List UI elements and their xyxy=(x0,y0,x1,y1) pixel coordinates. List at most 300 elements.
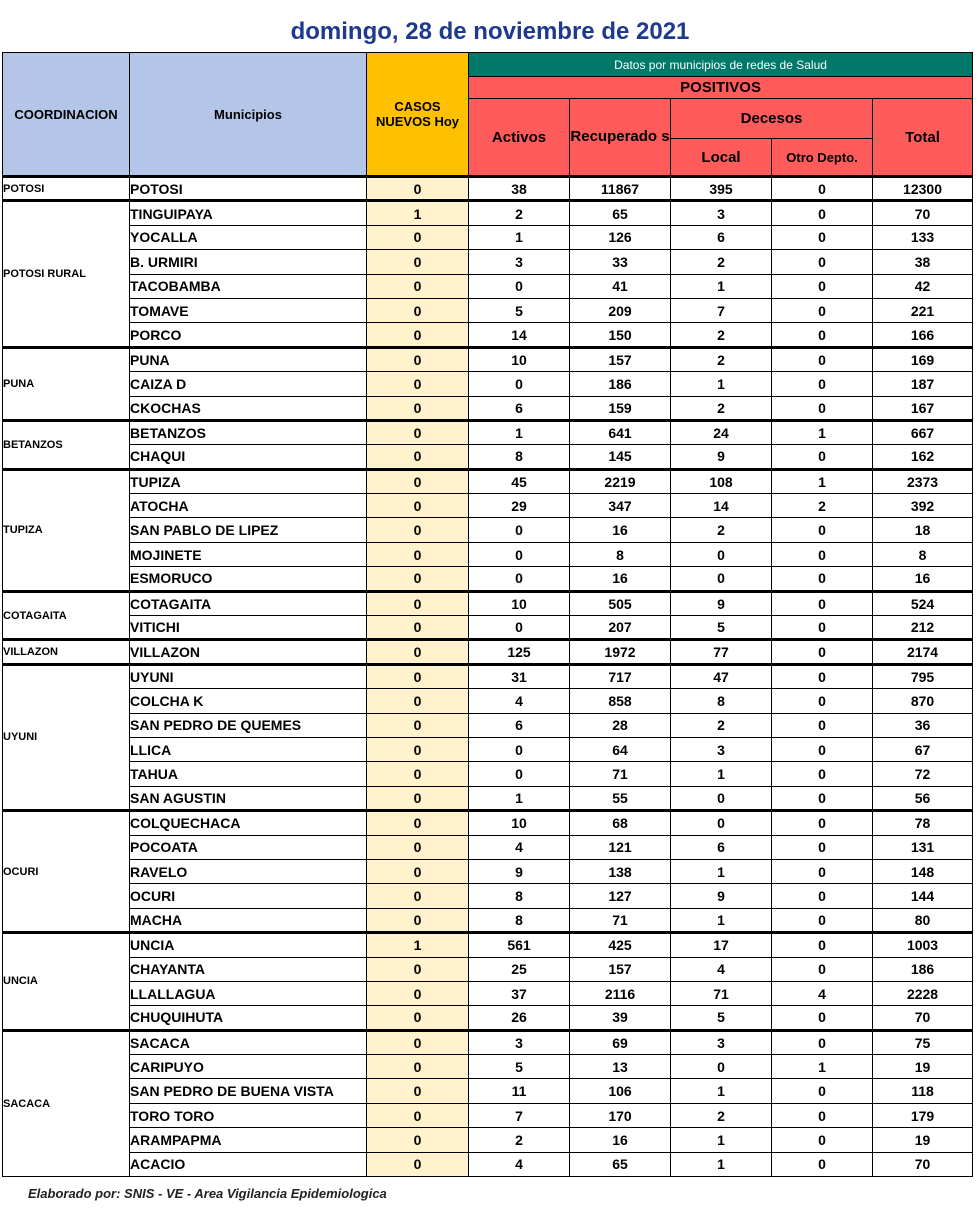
municipio-cell: TACOBAMBA xyxy=(130,274,367,298)
header-coordinacion: COORDINACION xyxy=(3,53,130,177)
municipio-cell: SAN PEDRO DE QUEMES xyxy=(130,713,367,737)
otro-cell: 0 xyxy=(772,177,873,201)
total-cell: 131 xyxy=(873,835,973,859)
recuperados-cell: 2116 xyxy=(570,981,671,1005)
local-cell: 7 xyxy=(671,298,772,322)
local-cell: 47 xyxy=(671,664,772,688)
total-cell: 212 xyxy=(873,616,973,640)
table-row xyxy=(3,933,973,957)
casos-cell: 0 xyxy=(367,884,469,908)
casos-cell: 0 xyxy=(367,274,469,298)
local-cell: 1 xyxy=(671,274,772,298)
activos-cell: 1 xyxy=(469,225,570,249)
casos-cell: 0 xyxy=(367,908,469,932)
table-row xyxy=(3,1055,973,1079)
recuperados-cell: 13 xyxy=(570,1055,671,1079)
municipio-cell: CAIZA D xyxy=(130,372,367,396)
table-row xyxy=(3,420,973,444)
table-row xyxy=(3,664,973,688)
otro-cell: 0 xyxy=(772,1079,873,1103)
otro-cell: 0 xyxy=(772,1006,873,1030)
table-row xyxy=(3,1030,973,1054)
municipio-cell: B. URMIRI xyxy=(130,250,367,274)
activos-cell: 4 xyxy=(469,1152,570,1176)
local-cell: 108 xyxy=(671,469,772,493)
local-cell: 2 xyxy=(671,347,772,371)
recuperados-cell: 425 xyxy=(570,933,671,957)
activos-cell: 10 xyxy=(469,811,570,835)
recuperados-cell: 28 xyxy=(570,713,671,737)
municipio-cell: UYUNI xyxy=(130,664,367,688)
otro-cell: 0 xyxy=(772,372,873,396)
casos-cell: 1 xyxy=(367,933,469,957)
casos-cell: 0 xyxy=(367,1006,469,1030)
local-cell: 6 xyxy=(671,835,772,859)
otro-cell: 0 xyxy=(772,1152,873,1176)
otro-cell: 0 xyxy=(772,567,873,591)
municipio-cell: LLICA xyxy=(130,737,367,761)
municipio-cell: COTAGAITA xyxy=(130,591,367,615)
municipio-cell: ARAMPAPMA xyxy=(130,1128,367,1152)
coordinacion-cell: PUNA xyxy=(3,347,130,420)
activos-cell: 2 xyxy=(469,201,570,225)
total-cell: 1003 xyxy=(873,933,973,957)
local-cell: 3 xyxy=(671,201,772,225)
activos-cell: 3 xyxy=(469,1030,570,1054)
recuperados-cell: 8 xyxy=(570,542,671,566)
casos-cell: 0 xyxy=(367,664,469,688)
casos-cell: 0 xyxy=(367,225,469,249)
casos-cell: 0 xyxy=(367,445,469,469)
total-cell: 2228 xyxy=(873,981,973,1005)
local-cell: 24 xyxy=(671,420,772,444)
activos-cell: 5 xyxy=(469,298,570,322)
local-cell: 8 xyxy=(671,689,772,713)
activos-cell: 7 xyxy=(469,1103,570,1127)
table-row xyxy=(3,1152,973,1176)
local-cell: 2 xyxy=(671,713,772,737)
casos-cell: 0 xyxy=(367,396,469,420)
recuperados-cell: 207 xyxy=(570,616,671,640)
municipio-cell: TOMAVE xyxy=(130,298,367,322)
recuperados-cell: 16 xyxy=(570,518,671,542)
total-cell: 162 xyxy=(873,445,973,469)
coordinacion-cell: UYUNI xyxy=(3,664,130,810)
local-cell: 9 xyxy=(671,884,772,908)
local-cell: 9 xyxy=(671,445,772,469)
otro-cell: 0 xyxy=(772,1128,873,1152)
header-decesos: Decesos xyxy=(671,99,873,139)
activos-cell: 9 xyxy=(469,859,570,883)
otro-cell: 1 xyxy=(772,420,873,444)
activos-cell: 0 xyxy=(469,518,570,542)
municipio-cell: ESMORUCO xyxy=(130,567,367,591)
coordinacion-cell: TUPIZA xyxy=(3,469,130,591)
municipio-cell: COLQUECHACA xyxy=(130,811,367,835)
total-cell: 795 xyxy=(873,664,973,688)
activos-cell: 2 xyxy=(469,1128,570,1152)
casos-cell: 0 xyxy=(367,494,469,518)
municipio-cell: COLCHA K xyxy=(130,689,367,713)
casos-cell: 0 xyxy=(367,640,469,664)
otro-cell: 0 xyxy=(772,250,873,274)
recuperados-cell: 641 xyxy=(570,420,671,444)
casos-cell: 0 xyxy=(367,786,469,810)
otro-cell: 0 xyxy=(772,811,873,835)
total-cell: 179 xyxy=(873,1103,973,1127)
table-row xyxy=(3,567,973,591)
total-cell: 118 xyxy=(873,1079,973,1103)
total-cell: 2174 xyxy=(873,640,973,664)
municipio-cell: TINGUIPAYA xyxy=(130,201,367,225)
total-cell: 70 xyxy=(873,201,973,225)
casos-cell: 0 xyxy=(367,250,469,274)
total-cell: 187 xyxy=(873,372,973,396)
casos-cell: 0 xyxy=(367,1103,469,1127)
casos-cell: 0 xyxy=(367,420,469,444)
header-activos: Activos xyxy=(469,99,570,177)
casos-cell: 0 xyxy=(367,762,469,786)
header-recuperados: Recuperado s xyxy=(570,99,671,177)
local-cell: 2 xyxy=(671,518,772,542)
otro-cell: 0 xyxy=(772,323,873,347)
table-row xyxy=(3,518,973,542)
activos-cell: 8 xyxy=(469,908,570,932)
recuperados-cell: 11867 xyxy=(570,177,671,201)
table-row xyxy=(3,908,973,932)
table-row xyxy=(3,1079,973,1103)
total-cell: 221 xyxy=(873,298,973,322)
casos-cell: 0 xyxy=(367,1030,469,1054)
local-cell: 17 xyxy=(671,933,772,957)
activos-cell: 8 xyxy=(469,884,570,908)
total-cell: 169 xyxy=(873,347,973,371)
otro-cell: 0 xyxy=(772,274,873,298)
otro-cell: 0 xyxy=(772,542,873,566)
local-cell: 1 xyxy=(671,908,772,932)
table-row xyxy=(3,250,973,274)
activos-cell: 4 xyxy=(469,835,570,859)
coordinacion-cell: BETANZOS xyxy=(3,420,130,469)
recuperados-cell: 69 xyxy=(570,1030,671,1054)
activos-cell: 37 xyxy=(469,981,570,1005)
table-row xyxy=(3,494,973,518)
municipio-cell: CARIPUYO xyxy=(130,1055,367,1079)
casos-cell: 0 xyxy=(367,591,469,615)
recuperados-cell: 121 xyxy=(570,835,671,859)
table-row xyxy=(3,859,973,883)
coordinacion-cell: VILLAZON xyxy=(3,640,130,664)
recuperados-cell: 68 xyxy=(570,811,671,835)
municipio-cell: ACACIO xyxy=(130,1152,367,1176)
local-cell: 1 xyxy=(671,859,772,883)
municipio-cell: TORO TORO xyxy=(130,1103,367,1127)
otro-cell: 0 xyxy=(772,396,873,420)
casos-cell: 0 xyxy=(367,1152,469,1176)
table-row xyxy=(3,1128,973,1152)
local-cell: 4 xyxy=(671,957,772,981)
local-cell: 2 xyxy=(671,1103,772,1127)
table-row xyxy=(3,689,973,713)
recuperados-cell: 16 xyxy=(570,567,671,591)
table-row xyxy=(3,1103,973,1127)
recuperados-cell: 209 xyxy=(570,298,671,322)
activos-cell: 31 xyxy=(469,664,570,688)
coordinacion-cell: POTOSI xyxy=(3,177,130,201)
coordinacion-cell: SACACA xyxy=(3,1030,130,1176)
local-cell: 0 xyxy=(671,811,772,835)
total-cell: 42 xyxy=(873,274,973,298)
table-row xyxy=(3,786,973,810)
municipio-cell: VILLAZON xyxy=(130,640,367,664)
local-cell: 0 xyxy=(671,542,772,566)
total-cell: 67 xyxy=(873,737,973,761)
total-cell: 75 xyxy=(873,1030,973,1054)
municipio-cell: RAVELO xyxy=(130,859,367,883)
municipio-cell: OCURI xyxy=(130,884,367,908)
casos-cell: 0 xyxy=(367,542,469,566)
casos-cell: 0 xyxy=(367,372,469,396)
table-row xyxy=(3,372,973,396)
activos-cell: 3 xyxy=(469,250,570,274)
municipio-cell: CHUQUIHUTA xyxy=(130,1006,367,1030)
municipio-cell: SAN PEDRO DE BUENA VISTA xyxy=(130,1079,367,1103)
otro-cell: 1 xyxy=(772,469,873,493)
activos-cell: 10 xyxy=(469,347,570,371)
total-cell: 167 xyxy=(873,396,973,420)
otro-cell: 4 xyxy=(772,981,873,1005)
header-casos-nuevos: CASOS NUEVOS Hoy xyxy=(367,53,469,177)
recuperados-cell: 858 xyxy=(570,689,671,713)
local-cell: 3 xyxy=(671,737,772,761)
recuperados-cell: 505 xyxy=(570,591,671,615)
municipio-cell: BETANZOS xyxy=(130,420,367,444)
total-cell: 2373 xyxy=(873,469,973,493)
total-cell: 19 xyxy=(873,1055,973,1079)
activos-cell: 561 xyxy=(469,933,570,957)
recuperados-cell: 33 xyxy=(570,250,671,274)
table-row xyxy=(3,323,973,347)
activos-cell: 26 xyxy=(469,1006,570,1030)
otro-cell: 0 xyxy=(772,933,873,957)
table-row xyxy=(3,469,973,493)
header-total: Total xyxy=(873,99,973,177)
municipio-cell: VITICHI xyxy=(130,616,367,640)
casos-cell: 0 xyxy=(367,811,469,835)
otro-cell: 0 xyxy=(772,713,873,737)
total-cell: 524 xyxy=(873,591,973,615)
municipio-cell: CKOCHAS xyxy=(130,396,367,420)
local-cell: 395 xyxy=(671,177,772,201)
casos-cell: 0 xyxy=(367,1055,469,1079)
casos-cell: 0 xyxy=(367,323,469,347)
recuperados-cell: 145 xyxy=(570,445,671,469)
total-cell: 19 xyxy=(873,1128,973,1152)
recuperados-cell: 347 xyxy=(570,494,671,518)
total-cell: 80 xyxy=(873,908,973,932)
coordinacion-cell: OCURI xyxy=(3,811,130,933)
total-cell: 148 xyxy=(873,859,973,883)
activos-cell: 6 xyxy=(469,713,570,737)
otro-cell: 0 xyxy=(772,689,873,713)
total-cell: 870 xyxy=(873,689,973,713)
casos-cell: 0 xyxy=(367,567,469,591)
table-row xyxy=(3,762,973,786)
total-cell: 133 xyxy=(873,225,973,249)
table-row xyxy=(3,1006,973,1030)
local-cell: 6 xyxy=(671,225,772,249)
recuperados-cell: 159 xyxy=(570,396,671,420)
total-cell: 36 xyxy=(873,713,973,737)
otro-cell: 0 xyxy=(772,591,873,615)
otro-cell: 0 xyxy=(772,298,873,322)
casos-cell: 0 xyxy=(367,177,469,201)
recuperados-cell: 39 xyxy=(570,1006,671,1030)
table-row xyxy=(3,811,973,835)
table-row xyxy=(3,396,973,420)
activos-cell: 5 xyxy=(469,1055,570,1079)
otro-cell: 0 xyxy=(772,859,873,883)
recuperados-cell: 106 xyxy=(570,1079,671,1103)
municipio-cell: TUPIZA xyxy=(130,469,367,493)
total-cell: 72 xyxy=(873,762,973,786)
municipios-table xyxy=(2,52,973,1177)
local-cell: 0 xyxy=(671,1055,772,1079)
casos-cell: 0 xyxy=(367,298,469,322)
local-cell: 1 xyxy=(671,762,772,786)
casos-cell: 0 xyxy=(367,859,469,883)
local-cell: 1 xyxy=(671,1152,772,1176)
total-cell: 70 xyxy=(873,1152,973,1176)
table-row xyxy=(3,274,973,298)
municipio-cell: CHAQUI xyxy=(130,445,367,469)
activos-cell: 45 xyxy=(469,469,570,493)
total-cell: 78 xyxy=(873,811,973,835)
table-row xyxy=(3,225,973,249)
local-cell: 14 xyxy=(671,494,772,518)
otro-cell: 0 xyxy=(772,518,873,542)
municipio-cell: SACACA xyxy=(130,1030,367,1054)
activos-cell: 125 xyxy=(469,640,570,664)
municipio-cell: POCOATA xyxy=(130,835,367,859)
local-cell: 5 xyxy=(671,1006,772,1030)
municipio-cell: TAHUA xyxy=(130,762,367,786)
activos-cell: 0 xyxy=(469,542,570,566)
casos-cell: 0 xyxy=(367,518,469,542)
table-row xyxy=(3,298,973,322)
otro-cell: 0 xyxy=(772,957,873,981)
recuperados-cell: 170 xyxy=(570,1103,671,1127)
activos-cell: 10 xyxy=(469,591,570,615)
otro-cell: 2 xyxy=(772,494,873,518)
recuperados-cell: 64 xyxy=(570,737,671,761)
otro-cell: 0 xyxy=(772,737,873,761)
otro-cell: 0 xyxy=(772,1103,873,1127)
total-cell: 56 xyxy=(873,786,973,810)
otro-cell: 0 xyxy=(772,616,873,640)
otro-cell: 0 xyxy=(772,1030,873,1054)
table-row xyxy=(3,713,973,737)
local-cell: 77 xyxy=(671,640,772,664)
table-row xyxy=(3,347,973,371)
otro-cell: 0 xyxy=(772,347,873,371)
total-cell: 186 xyxy=(873,957,973,981)
recuperados-cell: 65 xyxy=(570,201,671,225)
recuperados-cell: 186 xyxy=(570,372,671,396)
activos-cell: 0 xyxy=(469,737,570,761)
activos-cell: 14 xyxy=(469,323,570,347)
casos-cell: 0 xyxy=(367,689,469,713)
recuperados-cell: 127 xyxy=(570,884,671,908)
activos-cell: 0 xyxy=(469,616,570,640)
municipio-cell: CHAYANTA xyxy=(130,957,367,981)
total-cell: 166 xyxy=(873,323,973,347)
table-row xyxy=(3,640,973,664)
activos-cell: 11 xyxy=(469,1079,570,1103)
local-cell: 0 xyxy=(671,786,772,810)
municipio-cell: POTOSI xyxy=(130,177,367,201)
activos-cell: 25 xyxy=(469,957,570,981)
local-cell: 1 xyxy=(671,1079,772,1103)
header-otro-depto: Otro Depto. xyxy=(772,139,873,177)
table-row xyxy=(3,201,973,225)
otro-cell: 0 xyxy=(772,664,873,688)
casos-cell: 0 xyxy=(367,981,469,1005)
table-header xyxy=(3,53,973,177)
recuperados-cell: 41 xyxy=(570,274,671,298)
casos-cell: 0 xyxy=(367,347,469,371)
total-cell: 38 xyxy=(873,250,973,274)
local-cell: 2 xyxy=(671,250,772,274)
activos-cell: 8 xyxy=(469,445,570,469)
recuperados-cell: 126 xyxy=(570,225,671,249)
municipio-cell: LLALLAGUA xyxy=(130,981,367,1005)
activos-cell: 1 xyxy=(469,786,570,810)
casos-cell: 0 xyxy=(367,1128,469,1152)
header-positivos: POSITIVOS xyxy=(469,77,973,99)
casos-cell: 0 xyxy=(367,835,469,859)
total-cell: 16 xyxy=(873,567,973,591)
casos-cell: 0 xyxy=(367,1079,469,1103)
casos-cell: 0 xyxy=(367,737,469,761)
municipio-cell: MOJINETE xyxy=(130,542,367,566)
total-cell: 12300 xyxy=(873,177,973,201)
table-row xyxy=(3,177,973,201)
recuperados-cell: 138 xyxy=(570,859,671,883)
municipio-cell: SAN PABLO DE LIPEZ xyxy=(130,518,367,542)
total-cell: 667 xyxy=(873,420,973,444)
otro-cell: 0 xyxy=(772,640,873,664)
local-cell: 2 xyxy=(671,323,772,347)
recuperados-cell: 55 xyxy=(570,786,671,810)
otro-cell: 0 xyxy=(772,835,873,859)
recuperados-cell: 71 xyxy=(570,908,671,932)
local-cell: 2 xyxy=(671,396,772,420)
table-row xyxy=(3,542,973,566)
table-row xyxy=(3,445,973,469)
otro-cell: 0 xyxy=(772,786,873,810)
total-cell: 70 xyxy=(873,1006,973,1030)
table-row xyxy=(3,591,973,615)
municipio-cell: SAN AGUSTIN xyxy=(130,786,367,810)
otro-cell: 0 xyxy=(772,884,873,908)
recuperados-cell: 65 xyxy=(570,1152,671,1176)
table-row xyxy=(3,835,973,859)
recuperados-cell: 157 xyxy=(570,347,671,371)
table-row xyxy=(3,981,973,1005)
municipio-cell: YOCALLA xyxy=(130,225,367,249)
recuperados-cell: 71 xyxy=(570,762,671,786)
